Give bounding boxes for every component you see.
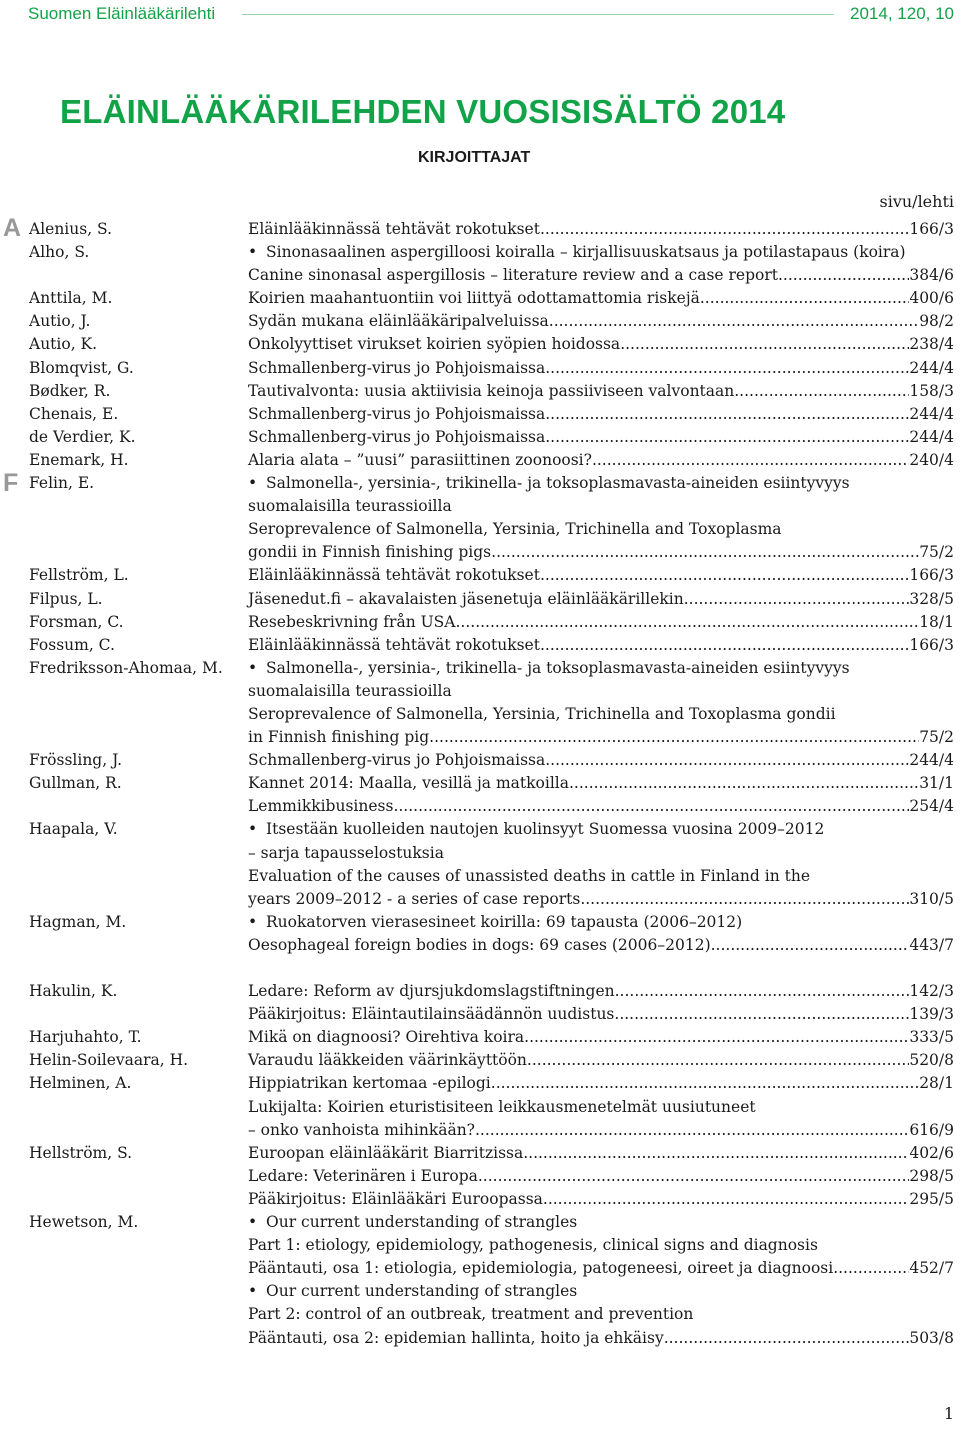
page-ref: 244/4 — [909, 427, 954, 446]
dot-leader — [524, 1026, 909, 1049]
dot-leader — [478, 1165, 909, 1188]
author-name: Chenais, E. — [29, 404, 119, 423]
article-entry — [248, 1142, 954, 1165]
page-ref: 98/2 — [919, 312, 954, 331]
article-entry — [248, 310, 954, 333]
index-line — [0, 1188, 960, 1211]
page-ref: 402/6 — [909, 1143, 954, 1162]
article-title: Lemmikkibusiness — [248, 797, 394, 816]
running-header — [0, 0, 960, 30]
article-entry — [248, 588, 954, 611]
article-entry — [248, 1096, 954, 1119]
article-title: Ruokatorven vierasesineet koirilla: 69 tapausta (2006–2012) — [266, 912, 743, 931]
article-entry — [248, 1211, 954, 1234]
article-title: Our current understanding of strangles — [266, 1213, 578, 1232]
index-line — [0, 634, 960, 657]
page-ref: 31/1 — [919, 774, 954, 793]
page-ref: 328/5 — [909, 589, 954, 608]
article-title: Ledare: Veterinären i Europa — [248, 1166, 478, 1185]
article-title: Salmonella-, yersinia-, trikinella- ja toksoplasmavasta-aineiden esiintyvyys — [266, 474, 850, 493]
article-title: Canine sinonasal aspergillosis – literature review and a case report — [248, 266, 778, 285]
dot-leader — [734, 380, 909, 403]
dot-leader — [545, 749, 909, 772]
article-title: Our current understanding of strangles — [266, 1282, 578, 1301]
article-title: Part 1: etiology, epidemiology, pathogenesis, clinical signs and diagnosis — [248, 1236, 818, 1255]
page-number: 1 — [943, 1404, 954, 1423]
dot-leader — [545, 403, 909, 426]
section-subtitle: KIRJOITTAJAT — [418, 149, 531, 166]
dot-leader — [778, 264, 909, 287]
article-title: Schmallenberg-virus jo Pohjoismaissa — [248, 751, 546, 770]
article-title: Pääkirjoitus: Eläintautilainsäädännön uudistus — [248, 1005, 615, 1024]
article-title: Itsestään kuolleiden nautojen kuolinsyyt Suomessa vuosina 2009–2012 — [266, 820, 825, 839]
index-line — [0, 264, 960, 287]
author-name: Fossum, C. — [29, 635, 115, 654]
index-line — [0, 1096, 960, 1119]
page-ref: 158/3 — [909, 381, 954, 400]
author-name: Alho, S. — [29, 243, 90, 262]
article-entry — [248, 241, 954, 264]
issue-info: 2014, 120, 10 — [850, 4, 954, 23]
section-letter-f: F — [3, 469, 19, 497]
dot-leader — [527, 1049, 909, 1072]
index-line — [0, 357, 960, 380]
author-name: Autio, J. — [29, 312, 91, 331]
index-line — [0, 934, 960, 957]
index-line — [0, 449, 960, 472]
dot-leader — [833, 1257, 909, 1280]
article-title: – sarja tapausselostuksia — [248, 843, 444, 862]
bullet-icon: • — [248, 1213, 258, 1232]
index-line — [0, 911, 960, 934]
article-title: Schmallenberg-virus jo Pohjoismaissa — [248, 404, 546, 423]
index-line — [0, 241, 960, 264]
index-line — [0, 214, 960, 242]
article-entry — [248, 564, 954, 587]
article-entry — [248, 1049, 954, 1072]
dot-leader — [569, 772, 919, 795]
article-entry — [248, 842, 954, 865]
index-line — [0, 680, 960, 703]
dot-leader — [614, 1003, 909, 1026]
article-entry — [248, 657, 954, 680]
article-title: years 2009–2012 - a series of case reports — [248, 889, 581, 908]
article-title: Onkolyyttiset virukset koirien syöpien hoidossa — [248, 335, 621, 354]
author-name: Alenius, S. — [29, 220, 113, 238]
index-line — [0, 310, 960, 333]
article-entry — [248, 726, 954, 749]
article-entry — [248, 472, 954, 495]
page-ref: 298/5 — [909, 1166, 954, 1185]
article-entry — [248, 1280, 954, 1303]
index-line — [0, 1142, 960, 1165]
page-ref: 166/3 — [909, 566, 954, 585]
dot-leader — [429, 726, 919, 749]
article-entry — [248, 818, 954, 841]
bullet-icon: • — [248, 912, 258, 931]
article-title: gondii in Finnish finishing pigs — [248, 543, 492, 562]
article-entry — [248, 1257, 954, 1280]
article-title: Schmallenberg-virus jo Pohjoismaissa — [248, 358, 546, 377]
index-line — [0, 1119, 960, 1142]
article-entry — [248, 772, 954, 795]
page-ref: 18/1 — [919, 612, 954, 631]
page-ref: 75/2 — [919, 728, 954, 747]
author-name: Autio, K. — [29, 335, 98, 354]
index-line — [0, 611, 960, 634]
article-title: Eläinlääkinnässä tehtävät rokotukset — [248, 566, 540, 585]
index-line — [0, 1257, 960, 1280]
page-ref: 166/3 — [909, 635, 954, 654]
dot-leader — [523, 1142, 909, 1165]
bullet-icon: • — [248, 474, 258, 493]
article-entry — [248, 264, 954, 287]
article-entry — [248, 703, 954, 726]
article-entry — [248, 541, 954, 564]
page-ref: 295/5 — [909, 1189, 954, 1208]
article-entry — [248, 357, 954, 380]
article-entry — [248, 449, 954, 472]
index-line — [0, 703, 960, 726]
author-name: Felin, E. — [29, 474, 95, 493]
page-ref: 254/4 — [909, 797, 954, 816]
article-entry — [248, 1234, 954, 1257]
page-ref: 240/4 — [909, 450, 954, 469]
author-name: Hellström, S. — [29, 1143, 133, 1162]
index-line — [0, 772, 960, 795]
author-name: Filpus, L. — [29, 589, 103, 608]
article-title: Sydän mukana eläinlääkäripalveluissa — [248, 312, 549, 331]
index-line — [0, 403, 960, 426]
article-title: suomalaisilla teurassioilla — [248, 681, 452, 700]
article-title: Salmonella-, yersinia-, trikinella- ja toksoplasmavasta-aineiden esiintyvyys — [266, 658, 850, 677]
index-line — [0, 380, 960, 403]
index-line — [0, 888, 960, 911]
journal-name: Suomen Eläinlääkärilehti — [28, 4, 216, 23]
page-ref: 400/6 — [909, 289, 954, 308]
index-line — [0, 749, 960, 772]
article-title: Oesophageal foreign bodies in dogs: 69 cases (2006–2012) — [248, 935, 711, 954]
dot-leader — [540, 564, 909, 587]
index-line — [0, 842, 960, 865]
author-name: Forsman, C. — [29, 612, 124, 631]
article-title: Pääntauti, osa 1: etiologia, epidemiologia, patogeneesi, oireet ja diagnoosi — [248, 1259, 834, 1278]
article-title: Evaluation of the causes of unassisted deaths in cattle in Finland in the — [248, 866, 810, 885]
article-entry — [248, 1119, 954, 1142]
index-line — [0, 657, 960, 680]
index-line — [0, 518, 960, 541]
article-title: Eläinlääkinnässä tehtävät rokotukset — [248, 635, 540, 654]
index-line — [0, 1303, 960, 1326]
index-line — [0, 1234, 960, 1257]
header-rule — [242, 14, 834, 15]
article-entry — [248, 1303, 954, 1326]
article-title: Koirien maahantuontiin voi liittyä odottamattomia riskejä — [248, 289, 700, 308]
section-letter-a: A — [3, 214, 22, 242]
dot-leader — [592, 449, 909, 472]
author-name: Bødker, R. — [29, 381, 111, 400]
bullet-icon: • — [248, 1282, 258, 1301]
dot-leader — [543, 1188, 909, 1211]
article-title: Jäsenedut.fi – akavalaisten jäsenetuja eläinlääkärillekin — [248, 589, 684, 608]
dot-leader — [491, 541, 919, 564]
index-line — [0, 1211, 960, 1234]
article-entry — [248, 634, 954, 657]
index-line — [0, 287, 960, 310]
index-line — [0, 426, 960, 449]
author-name: Hakulin, K. — [29, 982, 118, 1001]
author-name: Hewetson, M. — [29, 1213, 139, 1232]
index-line — [0, 1072, 960, 1095]
index-line — [0, 541, 960, 564]
article-title: Seroprevalence of Salmonella, Yersinia, Trichinella and Toxoplasma — [248, 520, 782, 539]
author-name: Anttila, M. — [29, 289, 113, 308]
index-line — [0, 1049, 960, 1072]
article-entry — [248, 749, 954, 772]
author-name: Gullman, R. — [29, 774, 122, 793]
dot-leader — [620, 333, 909, 356]
article-entry — [248, 287, 954, 310]
page-ref: 333/5 — [909, 1028, 954, 1047]
index-line — [0, 818, 960, 841]
article-title: Sinonasaalinen aspergilloosi koiralla – kirjallisuuskatsaus ja potilastapaus (koira) — [266, 243, 906, 262]
article-entry — [248, 1026, 954, 1049]
page-ref: 75/2 — [919, 543, 954, 562]
article-entry — [248, 218, 954, 241]
author-name: de Verdier, K. — [29, 427, 136, 446]
author-name: Harjuhahto, T. — [29, 1028, 142, 1047]
page-ref: 244/4 — [909, 404, 954, 423]
author-name: Haapala, V. — [29, 820, 118, 839]
bullet-icon: • — [248, 820, 258, 839]
article-entry — [248, 1327, 954, 1350]
article-title: – onko vanhoista mihinkään? — [248, 1120, 475, 1139]
page-ref: 384/6 — [909, 266, 954, 285]
article-entry — [248, 795, 954, 818]
article-title: Kannet 2014: Maalla, vesillä ja matkoilla — [248, 774, 569, 793]
article-entry — [248, 1072, 954, 1095]
page-ref: 616/9 — [909, 1120, 954, 1139]
bullet-icon: • — [248, 658, 258, 677]
page-ref: 28/1 — [919, 1074, 954, 1093]
article-title: Pääntauti, osa 2: epidemian hallinta, hoito ja ehkäisy — [248, 1328, 664, 1347]
author-name: Fredriksson-Ahomaa, M. — [29, 658, 223, 677]
article-title: Lukijalta: Koirien eturistisiteen leikkausmenetelmät uusiutuneet — [248, 1097, 756, 1116]
dot-leader — [700, 287, 909, 310]
page-ref: 244/4 — [909, 751, 954, 770]
index-line — [0, 980, 960, 1003]
article-entry — [248, 518, 954, 541]
dot-leader — [540, 634, 909, 657]
article-entry — [248, 495, 954, 518]
article-title: Resebeskrivning från USA — [248, 612, 456, 631]
page-ref: 443/7 — [909, 935, 954, 954]
article-title: Eläinlääkinnässä tehtävät rokotukset — [248, 220, 540, 238]
index-line — [0, 564, 960, 587]
article-entry — [248, 888, 954, 911]
article-title: suomalaisilla teurassioilla — [248, 497, 452, 516]
article-title: Euroopan eläinlääkärit Biarritzissa — [248, 1143, 524, 1162]
dot-leader — [615, 980, 910, 1003]
article-title: Pääkirjoitus: Eläinlääkäri Euroopassa — [248, 1189, 543, 1208]
dot-leader — [711, 934, 910, 957]
article-entry — [248, 934, 954, 957]
index-line — [0, 469, 960, 497]
article-entry — [248, 680, 954, 703]
article-entry — [248, 1188, 954, 1211]
page-ref: 244/4 — [909, 358, 954, 377]
author-name: Blomqvist, G. — [29, 358, 134, 377]
dot-leader — [545, 357, 909, 380]
article-title: Part 2: control of an outbreak, treatment and prevention — [248, 1305, 694, 1324]
article-title: Alaria alata – ”uusi” parasiittinen zoonoosi? — [248, 450, 592, 469]
dot-leader — [684, 588, 910, 611]
index-line — [0, 1327, 960, 1350]
article-title: Tautivalvonta: uusia aktiivisia keinoja passiiviseen valvontaan — [248, 381, 735, 400]
page-title: ELÄINLÄÄKÄRILEHDEN VUOSISISÄLTÖ 2014 — [60, 93, 786, 130]
article-entry — [248, 611, 954, 634]
dot-leader — [393, 795, 909, 818]
index-line — [0, 1280, 960, 1303]
index-line — [0, 1165, 960, 1188]
dot-leader — [491, 1072, 919, 1095]
article-entry — [248, 911, 954, 934]
article-title: Schmallenberg-virus jo Pohjoismaissa — [248, 427, 546, 446]
article-title: Mikä on diagnoosi? Oirehtiva koira — [248, 1028, 525, 1047]
article-entry — [248, 980, 954, 1003]
index-line — [0, 1026, 960, 1049]
index-line — [0, 1003, 960, 1026]
index-line — [0, 795, 960, 818]
author-name: Enemark, H. — [29, 450, 129, 469]
dot-leader — [580, 888, 909, 911]
author-name: Helminen, A. — [29, 1074, 132, 1093]
index-line — [0, 588, 960, 611]
article-title: in Finnish finishing pig — [248, 728, 430, 747]
index-line — [0, 865, 960, 888]
dot-leader — [549, 310, 919, 333]
article-title: Varaudu lääkkeiden väärinkäyttöön — [248, 1051, 527, 1070]
index-line — [0, 333, 960, 356]
dot-leader — [455, 611, 919, 634]
bullet-icon: • — [248, 243, 258, 262]
author-index-list — [0, 214, 960, 1350]
index-line — [0, 495, 960, 518]
index-line — [0, 726, 960, 749]
dot-leader — [475, 1119, 909, 1142]
author-name: Frössling, J. — [29, 751, 123, 770]
index-line — [0, 957, 960, 980]
article-title: Ledare: Reform av djursjukdomslagstiftningen — [248, 982, 615, 1001]
author-name: Hagman, M. — [29, 912, 127, 931]
page-ref: 310/5 — [909, 889, 954, 908]
article-entry — [248, 1003, 954, 1026]
article-entry — [248, 426, 954, 449]
page-ref: 520/8 — [909, 1051, 954, 1070]
author-name: Fellström, L. — [29, 566, 129, 585]
article-entry — [248, 333, 954, 356]
page-ref: 142/3 — [909, 982, 954, 1001]
page-column-label: sivu/lehti — [879, 192, 954, 211]
page-ref: 166/3 — [909, 220, 954, 238]
article-title: Hippiatrikan kertomaa -epilogi — [248, 1074, 491, 1093]
page-ref: 503/8 — [909, 1328, 954, 1347]
dot-leader — [540, 218, 909, 241]
article-entry — [248, 1165, 954, 1188]
page-ref: 452/7 — [909, 1259, 954, 1278]
dot-leader — [664, 1327, 910, 1350]
article-entry — [248, 403, 954, 426]
page-ref: 139/3 — [909, 1005, 954, 1024]
article-entry — [248, 865, 954, 888]
author-name: Helin-Soilevaara, H. — [29, 1051, 189, 1070]
dot-leader — [545, 426, 909, 449]
page-ref: 238/4 — [909, 335, 954, 354]
article-entry — [248, 380, 954, 403]
article-title: Seroprevalence of Salmonella, Yersinia, Trichinella and Toxoplasma gondii — [248, 704, 836, 723]
